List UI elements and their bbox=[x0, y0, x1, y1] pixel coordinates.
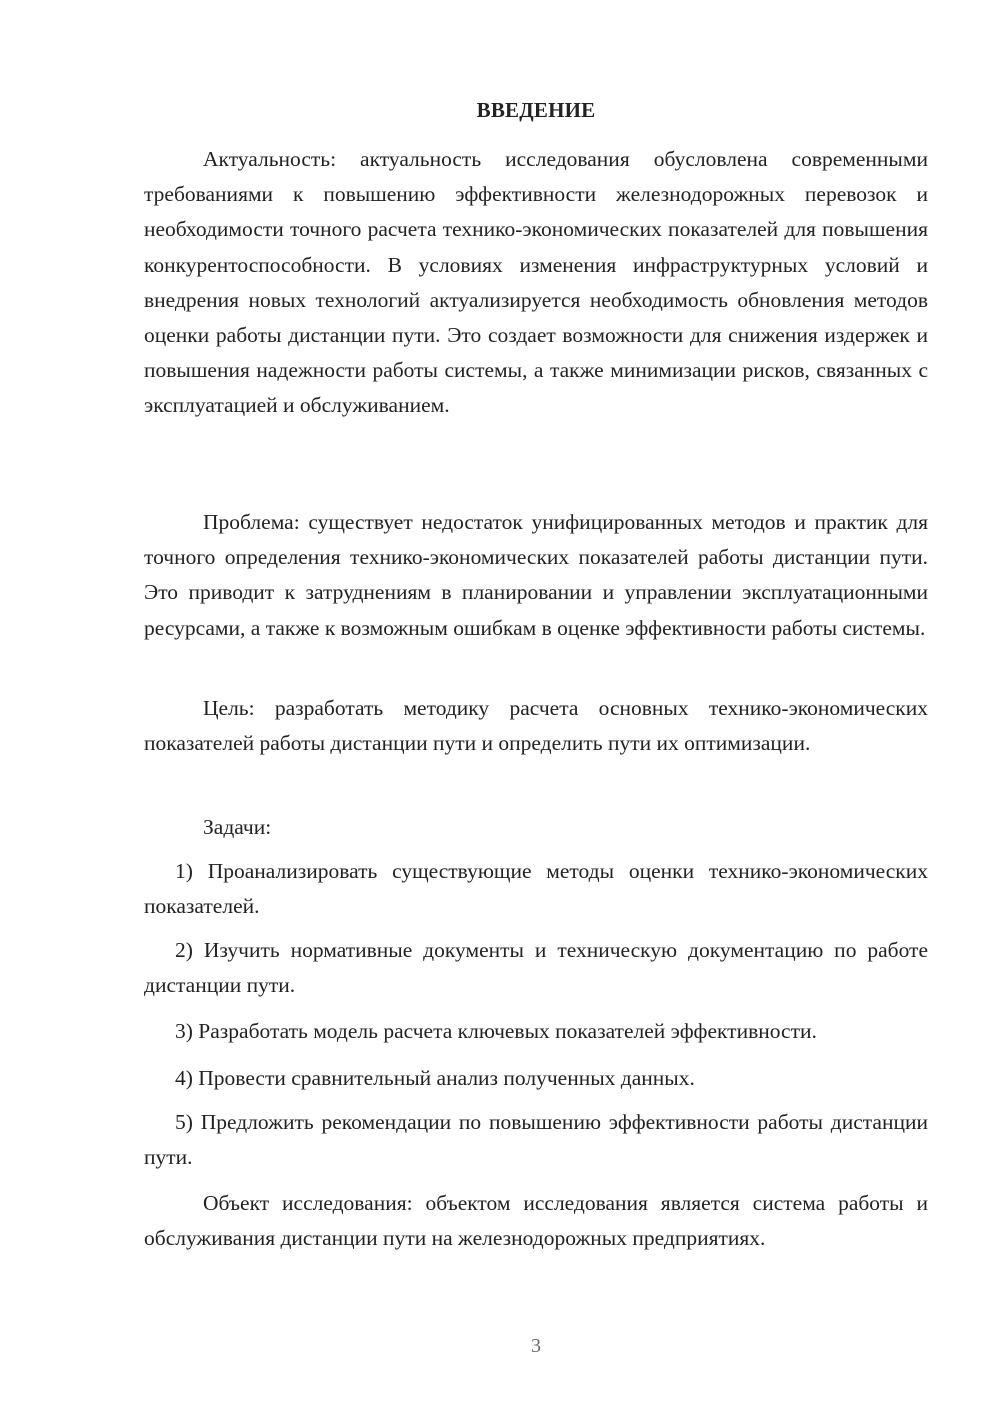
page-number: 3 bbox=[531, 1335, 541, 1357]
paragraph-relevance: Актуальность: актуальность исследования обусловлена современными требованиями к повышению эффективности железнодорожных перевозок и необходимости точного расчета технико-экономических показателей для повышения конкурентоспособности. В условиях изменения инфраструктурных условий и внедрения новых технологий актуализируется необходимость обновления методов оценки работы дистанции пути. Это создает возможности для снижения издержек и повышения надежности работы системы, а также минимизации рисков, связанных с эксплуатацией и обслуживанием. bbox=[144, 147, 928, 418]
list-item-task-4: 4) Провести сравнительный анализ полученных данных. bbox=[175, 1066, 695, 1090]
list-item-task-3: 3) Разработать модель расчета ключевых показателей эффективности. bbox=[175, 1019, 817, 1043]
document-page bbox=[144, 0, 928, 1414]
paragraph-tasks-label: Задачи: bbox=[203, 815, 272, 839]
list-item-task-1: 1) Проанализировать существующие методы оценки технико-экономических показателей. bbox=[144, 859, 928, 919]
paragraph-goal: Цель: разработать методику расчета основных технико-экономических показателей работы дистанции пути и определить пути их оптимизации. bbox=[144, 696, 928, 756]
paragraph-problem: Проблема: существует недостаток унифицированных методов и практик для точного определения технико-экономических показателей работы дистанции пути. Это приводит к затруднениям в планировании и управлении эксплуатационными ресурсами, а также к возможным ошибкам в оценке эффективности работы системы. bbox=[144, 510, 928, 640]
paragraph-object: Объект исследования: объектом исследования является система работы и обслуживания дистанции пути на железнодорожных предприятиях. bbox=[144, 1191, 928, 1251]
list-item-task-2: 2) Изучить нормативные документы и техническую документацию по работе дистанции пути. bbox=[144, 938, 928, 998]
section-heading: ВВЕДЕНИЕ bbox=[476, 98, 596, 122]
list-item-task-5: 5) Предложить рекомендации по повышению эффективности работы дистанции пути. bbox=[144, 1110, 928, 1170]
